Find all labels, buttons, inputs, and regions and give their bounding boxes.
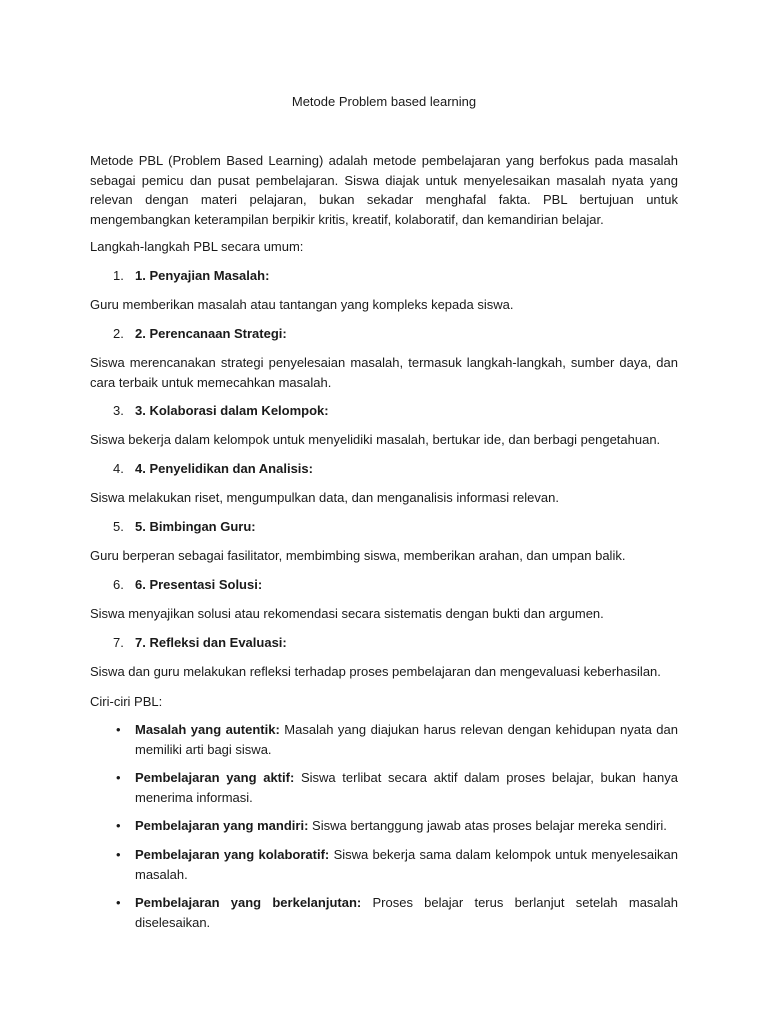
document-title: Metode Problem based learning — [291, 94, 477, 109]
step-number: 6. — [113, 577, 124, 592]
feature-text — [135, 845, 678, 884]
step-label: 7. Refleksi dan Evaluasi: — [135, 635, 287, 650]
step-label: 2. Perencanaan Strategi: — [135, 326, 287, 341]
feature-term: Pembelajaran yang berkelanjutan: — [135, 895, 362, 910]
step-description-6: Siswa menyajikan solusi atau rekomendasi secara sistematis dengan bukti dan argumen. — [90, 606, 604, 621]
step-number: 3. — [113, 403, 124, 418]
feature-term: Masalah yang autentik: — [135, 722, 280, 737]
steps-heading: Langkah-langkah PBL secara umum: — [90, 239, 304, 254]
step-number: 1. — [113, 268, 124, 283]
step-number: 4. — [113, 461, 124, 476]
step-description-5: Guru berperan sebagai fasilitator, membimbing siswa, memberikan arahan, dan umpan balik. — [90, 548, 626, 563]
step-description-3: Siswa bekerja dalam kelompok untuk menyelidiki masalah, bertukar ide, dan berbagi pengetahuan. — [90, 432, 661, 447]
bullet-icon: • — [116, 722, 121, 737]
step-label: 6. Presentasi Solusi: — [135, 577, 263, 592]
bullet-icon: • — [116, 770, 121, 785]
step-label: 3. Kolaborasi dalam Kelompok: — [135, 403, 329, 418]
step-label: 5. Bimbingan Guru: — [135, 519, 256, 534]
feature-text — [135, 816, 678, 836]
step-description-4: Siswa melakukan riset, mengumpulkan data, dan menganalisis informasi relevan. — [90, 490, 559, 505]
feature-text — [135, 893, 678, 932]
feature-description: Siswa bertanggung jawab atas proses belajar mereka sendiri. — [312, 818, 667, 833]
features-heading: Ciri-ciri PBL: — [90, 694, 163, 709]
step-description-7: Siswa dan guru melakukan refleksi terhadap proses pembelajaran dan mengevaluasi keberhasilan. — [90, 664, 661, 679]
feature-description: Masalah yang diajukan harus relevan dengan kehidupan nyata dan memiliki arti bagi siswa. — [135, 722, 678, 757]
feature-description: Proses belajar terus berlanjut setelah masalah diselesaikan. — [135, 895, 678, 930]
bullet-icon: • — [116, 895, 121, 910]
step-description-2: Siswa merencanakan strategi penyelesaian masalah, termasuk langkah-langkah, sumber daya, dan cara terbaik untuk memecahkan masalah. — [90, 355, 678, 390]
step-number: 7. — [113, 635, 124, 650]
step-description-1: Guru memberikan masalah atau tantangan yang kompleks kepada siswa. — [90, 297, 514, 312]
bullet-icon: • — [116, 847, 121, 862]
feature-description: Siswa terlibat secara aktif dalam proses belajar, bukan hanya menerima informasi. — [135, 770, 678, 805]
feature-description: Siswa bekerja sama dalam kelompok untuk menyelesaikan masalah. — [135, 847, 678, 882]
feature-text — [135, 768, 678, 807]
feature-term: Pembelajaran yang kolaboratif: — [135, 847, 330, 862]
feature-text — [135, 720, 678, 759]
step-label: 1. Penyajian Masalah: — [135, 268, 270, 283]
bullet-icon: • — [116, 818, 121, 833]
step-number: 5. — [113, 519, 124, 534]
step-number: 2. — [113, 326, 124, 341]
step-label: 4. Penyelidikan dan Analisis: — [135, 461, 313, 476]
intro-paragraph: Metode PBL (Problem Based Learning) adalah metode pembelajaran yang berfokus pada masalah sebagai pemicu dan pusat pembelajaran. Siswa diajak untuk menyelesaikan masalah nyata yang relevan dengan materi pelajaran, bukan sekadar menghafal fakta. PBL bertujuan untuk mengembangkan keterampilan berpikir kritis, kreatif, kolaboratif, dan kemandirian belajar. — [90, 153, 678, 227]
feature-term: Pembelajaran yang mandiri: — [135, 818, 309, 833]
feature-term: Pembelajaran yang aktif: — [135, 770, 295, 785]
